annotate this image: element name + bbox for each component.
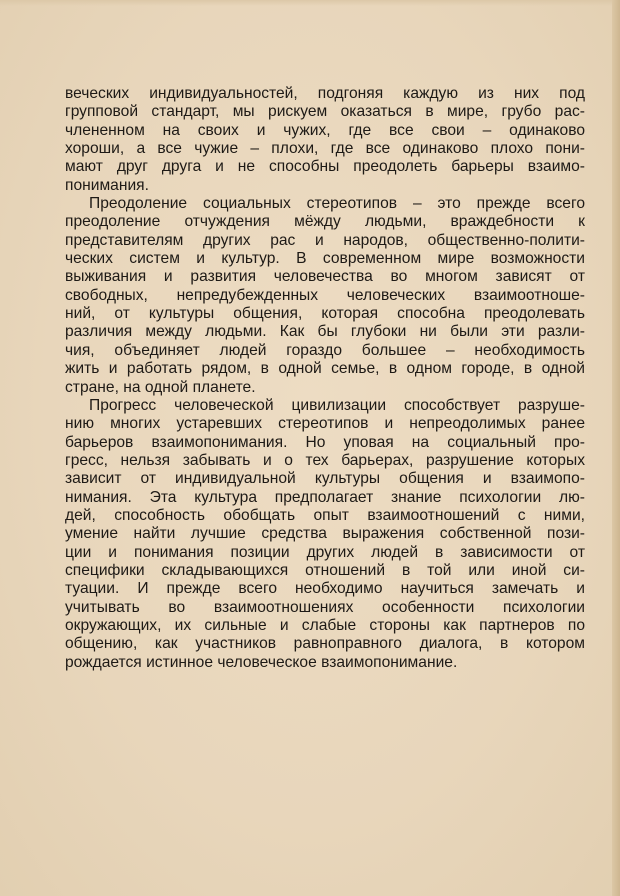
text-line: специфики складывающихся отношений в той или иной си- [65,561,585,579]
text-line: ний, от культуры общения, которая способна преодолевать [65,305,585,323]
text-line: барьеров взаимопонимания. Но уповая на социальный про- [65,433,585,451]
text-line: гресс, нельзя забывать и о тех барьерах, разрушение которых [65,451,585,469]
text-line: представителям других рас и народов, общественно-полити- [65,231,585,249]
text-line: зависит от индивидуальной культуры общения и взаимопо- [65,470,585,488]
text-line: туации. И прежде всего необходимо научиться замечать и [65,580,585,598]
text-line: Преодоление социальных стереотипов – это прежде всего [89,195,585,213]
text-line: выживания и развития человечества во многом зависят от [65,268,585,286]
text-line: дей, способность обобщать опыт взаимоотношений с ними, [65,506,585,524]
text-line: понимания. [65,176,149,194]
body-text [65,85,585,672]
page-top-edge [0,0,620,6]
text-line: стране, на одной планете. [65,378,256,396]
text-line: окружающих, их сильные и слабые стороны как партнеров по [65,616,585,634]
text-line: нию многих устаревших стереотипов и непреодолимых ранее [65,415,585,433]
text-line: различия между людьми. Как бы глубоки ни были эти разли- [65,323,585,341]
text-line: ческих систем и культур. В современном мире возможности [65,250,585,268]
text-line: Прогресс человеческой цивилизации способствует разруше- [89,396,585,414]
text-line: мают друг друга и не способны преодолеть барьеры взаимо- [65,158,585,176]
text-line: жить и работать рядом, в одной семье, в одном городе, в одной [65,360,585,378]
page-right-edge [612,0,620,896]
text-line: общению, как участников равноправного диалога, в котором [65,635,585,653]
text-line: веческих индивидуальностей, подгоняя каждую из них под [65,85,585,102]
text-line: преодоление отчуждения мёжду людьми, враждебности к [65,213,585,231]
text-line: нимания. Эта культура предполагает знание психологии лю- [65,488,585,506]
text-line: ции и понимания позиции других людей в зависимости от [65,543,585,561]
text-line: свободных, непредубежденных человеческих взаимоотноше- [65,286,585,304]
text-line: умение найти лучшие средства выражения собственной пози- [65,525,585,543]
text-line: чия, объединяет людей гораздо большее – необходимость [65,341,585,359]
text-line: групповой стандарт, мы рискуем оказаться в мире, грубо рас- [65,103,585,121]
text-line: члененном на своих и чужих, где все свои – одинаково [65,121,585,139]
text-line: учитывать во взаимоотношениях особенности психологии [65,598,585,616]
text-line: хороши, а все чужие – плохи, где все одинаково плохо пони- [65,140,585,158]
text-line: рождается истинное человеческое взаимопонимание. [65,653,458,671]
